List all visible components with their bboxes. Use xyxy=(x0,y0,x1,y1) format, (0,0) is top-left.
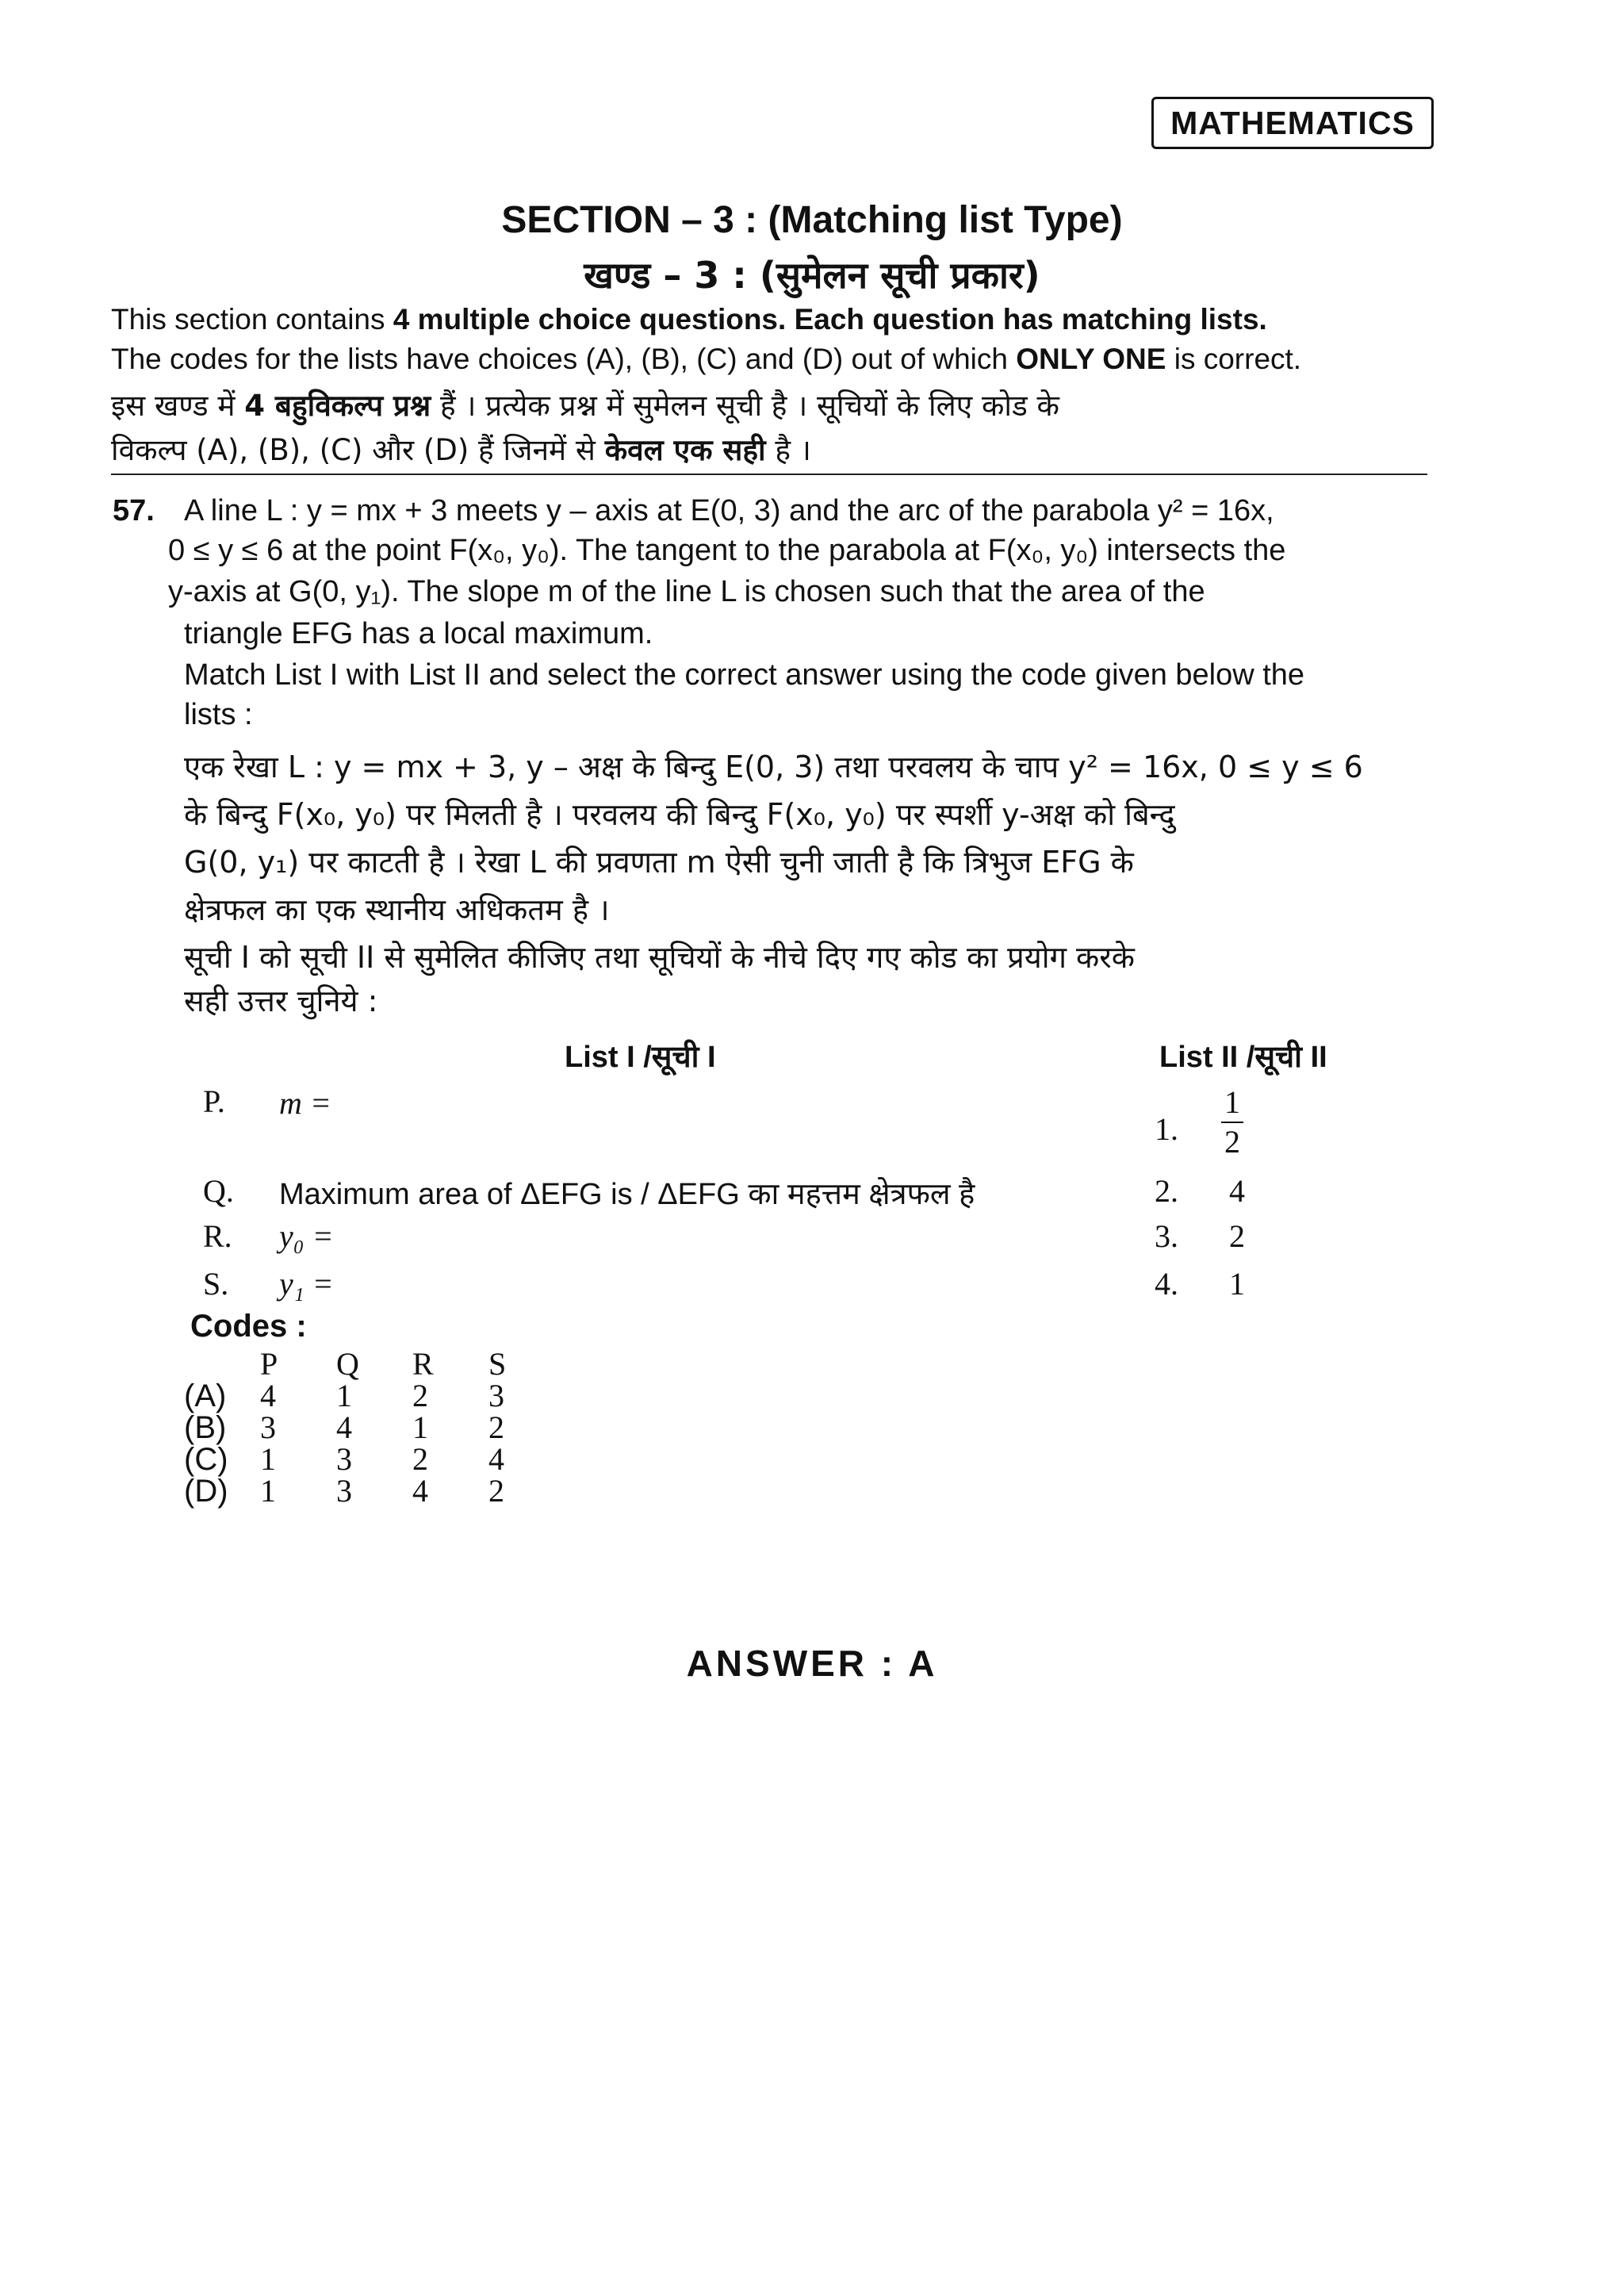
list-2-item-fraction xyxy=(1221,1083,1243,1158)
section-divider xyxy=(111,474,1427,475)
list-2-item-value: 1 xyxy=(1229,1266,1245,1302)
instruction-hindi-text: विकल्प (A), (B), (C) और (D) हैं जिनमें से xyxy=(111,433,605,467)
list-1-item-label: Q. xyxy=(203,1173,234,1209)
codes-row xyxy=(184,1380,565,1412)
question-line: triangle EFG has a local maximum. xyxy=(184,617,653,650)
code-value: 2 xyxy=(412,1441,428,1477)
code-value: 2 xyxy=(488,1473,504,1509)
instruction-hindi-bold-text: 4 बहुविकल्प प्रश्न xyxy=(244,389,431,423)
question-line: y-axis at G(0, y₁). The slope m of the line L is chosen such that the area of the xyxy=(168,575,1205,608)
match-instruction-line: Match List I with List II and select the correct answer using the code given below the xyxy=(184,658,1305,692)
instruction-line-2 xyxy=(111,343,1301,376)
instruction-hindi-text: हैं । प्रत्येक प्रश्न में सुमेलन सूची है । सूचियों के लिए कोड के xyxy=(431,389,1059,423)
codes-row xyxy=(184,1475,565,1507)
list-2-item-number: 1. xyxy=(1155,1111,1178,1147)
question-hindi-line: एक रेखा L : y = mx + 3, y – अक्ष के बिन्दु E(0, 3) तथा परवलय के चाप y² = 16x, 0 ≤ y ≤ 6 xyxy=(184,750,1363,784)
codes-row xyxy=(184,1444,565,1475)
section-title-hindi: खण्ड – 3 : (सुमेलन सूची प्रकार) xyxy=(584,254,1040,297)
list-1-item-text: y₁ = xyxy=(279,1266,334,1302)
code-value: 4 xyxy=(488,1441,504,1477)
instruction-text: is correct. xyxy=(1166,343,1302,375)
code-value: 4 xyxy=(260,1378,276,1413)
list-2-header: List II /सूची II xyxy=(1159,1041,1327,1074)
list-2-item-value: 4 xyxy=(1229,1173,1245,1209)
question-hindi-line: क्षेत्रफल का एक स्थानीय अधिकतम है । xyxy=(184,892,610,927)
code-value: 2 xyxy=(412,1378,428,1413)
codes-header-row xyxy=(184,1348,565,1380)
option-label: (C) xyxy=(184,1442,228,1477)
option-label: (A) xyxy=(184,1379,227,1413)
codes-column-header: S xyxy=(488,1346,507,1382)
codes-column-header: Q xyxy=(336,1346,359,1382)
instruction-hindi-text: इस खण्ड में xyxy=(111,389,245,423)
match-instruction-line: lists : xyxy=(184,698,253,731)
instruction-hindi-text: है । xyxy=(765,433,811,467)
question-line: A line L : y = mx + 3 meets y – axis at E(0, 3) and the arc of the parabola y² = 16x, xyxy=(184,494,1274,527)
code-value: 1 xyxy=(336,1378,352,1413)
list-2-item-number: 2. xyxy=(1155,1173,1178,1209)
list-1-item-label: S. xyxy=(203,1266,229,1302)
list-1-header: List I /सूची I xyxy=(565,1041,716,1074)
instruction-bold-text: ONLY ONE xyxy=(1016,343,1166,375)
code-value: 2 xyxy=(488,1409,504,1445)
instruction-bold-text: 4 multiple choice questions. Each question has matching lists. xyxy=(393,303,1267,336)
option-label: (D) xyxy=(184,1474,228,1509)
codes-table xyxy=(184,1348,565,1507)
codes-row xyxy=(184,1412,565,1444)
code-value: 4 xyxy=(336,1409,352,1445)
question-hindi-line: के बिन्दु F(x₀, y₀) पर मिलती है । परवलय की बिन्दु F(x₀, y₀) पर स्पर्शी y-अक्ष को बिन्दु xyxy=(184,797,1175,832)
instruction-hindi-bold-text: केवल एक सही xyxy=(604,433,766,467)
list-1-item-text: Maximum area of ΔEFG is / ΔEFG का महत्तम क्षेत्रफल है xyxy=(279,1178,975,1211)
list-2-item-value: 2 xyxy=(1229,1218,1245,1254)
list-1-item-text: m = xyxy=(279,1085,331,1121)
question-hindi-line: G(0, y₁) पर काटती है । रेखा L की प्रवणता m ऐसी चुनी जाती है कि त्रिभुज EFG के xyxy=(184,845,1134,880)
question-number: 57. xyxy=(113,494,155,527)
subject-badge: MATHEMATICS xyxy=(1151,97,1434,149)
answer-text: ANSWER : A xyxy=(686,1643,938,1684)
instruction-text: The codes for the lists have choices (A), (B), (C) and (D) out of which xyxy=(111,343,1017,375)
list-2-item-number: 4. xyxy=(1155,1266,1178,1302)
question-line: 0 ≤ y ≤ 6 at the point F(x₀, y₀). The tangent to the parabola at F(x₀, y₀) intersects the xyxy=(168,534,1286,567)
question-hindi-line: सही उत्तर चुनिये : xyxy=(184,984,378,1018)
code-value: 3 xyxy=(260,1409,276,1445)
list-2-item-number: 3. xyxy=(1155,1218,1178,1254)
code-value: 3 xyxy=(336,1441,352,1477)
list-1-item-label: R. xyxy=(203,1218,232,1254)
fraction-numerator: 1 xyxy=(1221,1087,1243,1123)
section-title: SECTION – 3 : (Matching list Type) xyxy=(501,199,1123,241)
fraction-denominator: 2 xyxy=(1224,1124,1240,1160)
code-value: 1 xyxy=(260,1473,276,1509)
list-1-item-label: P. xyxy=(203,1083,225,1119)
codes-column-header: R xyxy=(412,1346,434,1382)
instruction-hindi-line-1 xyxy=(111,384,1059,424)
code-value: 3 xyxy=(336,1473,352,1509)
code-value: 1 xyxy=(412,1409,428,1445)
instruction-text: This section contains xyxy=(111,303,393,336)
codes-column-header: P xyxy=(260,1346,278,1382)
instruction-line-1 xyxy=(111,303,1267,336)
code-value: 3 xyxy=(488,1378,504,1413)
instruction-hindi-line-2 xyxy=(111,428,811,469)
codes-label: Codes : xyxy=(190,1309,307,1344)
option-label: (B) xyxy=(184,1410,227,1445)
question-hindi-line: सूची I को सूची II से सुमेलित कीजिए तथा सूचियों के नीचे दिए गए कोड का प्रयोग करके xyxy=(184,940,1135,975)
list-1-item-text: y₀ = xyxy=(279,1218,334,1254)
code-value: 4 xyxy=(412,1473,428,1509)
code-value: 1 xyxy=(260,1441,276,1477)
